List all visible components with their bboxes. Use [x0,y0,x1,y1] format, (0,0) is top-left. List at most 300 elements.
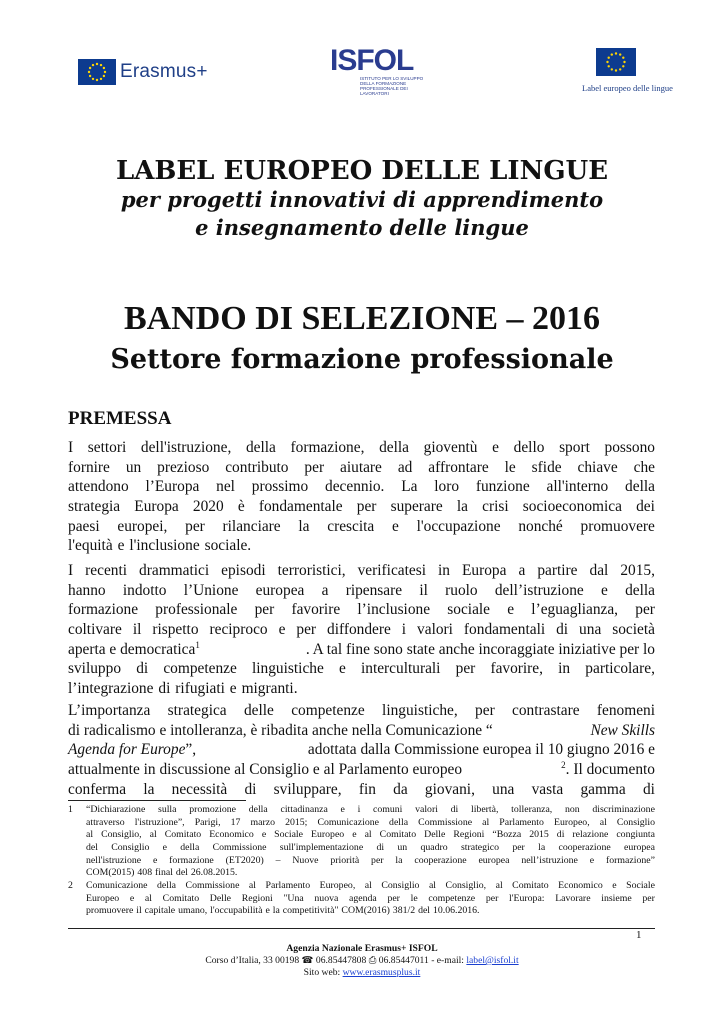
word: "Una [283,892,304,904]
paragraph-line-text: Agenda for Europe”, [68,741,197,759]
word: Consiglio [616,816,655,828]
word: il [419,581,428,599]
paragraph-line [68,536,655,556]
word: di [450,804,459,815]
word: la [298,517,310,535]
word: della [180,842,200,854]
word: recenti [85,562,128,579]
word: di [158,680,171,698]
word: e [117,537,125,555]
word: al [364,829,372,841]
word: I [68,562,74,579]
word: non [564,804,580,815]
word: di [642,780,655,798]
word: un [397,842,408,854]
word: nel [216,478,235,496]
word: la [143,780,155,798]
word: la [395,854,403,866]
word: la [538,842,546,854]
document-subtitle-line2: e insegnamento delle lingue [195,215,529,240]
word: umano, [178,905,208,917]
word: strategico [460,842,500,854]
word: coltivare [68,621,122,639]
word: Regioni [241,892,273,904]
footnote-number: 1 [68,804,73,815]
word: europea [478,854,510,866]
word: competenze [163,660,237,678]
word: Nuove [292,854,319,866]
word: sociale. [204,537,252,555]
word: dell’istruzione [494,581,584,599]
word: indotto [122,581,167,599]
word: comuni [373,804,403,815]
word: Commissione [185,880,240,891]
word: marzo [250,816,275,828]
word: promozione [189,804,237,815]
word: Consiglio, [101,829,142,841]
word: l'occupazione [416,517,501,535]
word: decennio. [325,478,385,496]
paragraph-1 [68,438,655,556]
word: al [364,880,372,891]
isfol-logo [330,44,430,96]
word: al [495,880,503,891]
word: professionale [155,601,238,619]
word: cooperazione [558,842,611,854]
word: e [492,439,499,456]
bando-title: BANDO DI SELEZIONE – 2016 [123,300,601,337]
word: partire [537,562,578,579]
word: conferma [68,780,127,798]
word: e [261,829,267,841]
word: per [185,517,205,535]
word: del [418,905,431,917]
word: della [379,439,409,456]
word: per [455,660,476,678]
word: strategia [68,498,121,516]
email-link[interactable]: label@isfol.it [466,955,519,966]
word: capitale [144,905,176,917]
eu-flag-icon [78,59,116,85]
word: interculturali [360,660,441,678]
word: loro [434,478,460,496]
word: in [558,660,571,678]
word: Lavorare [555,892,591,904]
footnote-line [86,855,655,868]
word: per [304,458,325,476]
word: per [296,621,317,639]
word: Economico [209,829,254,841]
word: è [237,498,245,516]
word: favorire, [490,660,543,678]
word: per [254,601,275,619]
word: Consiglio [111,842,150,854]
word: e [278,621,286,639]
page-number: 1 [636,929,642,941]
word: e [589,854,595,866]
word: per [475,702,495,719]
word: competenze [428,892,476,904]
word: il [136,905,142,917]
word: 17 [230,816,241,828]
word: rispetto [152,621,199,639]
word: l'Europa: [509,892,545,904]
footnote-line [86,829,655,842]
word: quadro [420,842,448,854]
word: del [175,867,188,879]
word: formazione” [605,854,655,866]
word: europei, [117,517,168,535]
paragraph-line [68,581,655,601]
footer-web-label: Sito web: [303,967,341,978]
word: Comitato [512,880,549,891]
word: per [485,892,499,904]
word: reciproco [209,621,268,639]
word: che [633,458,655,476]
word: strategica [167,702,227,719]
word: insieme [601,892,632,904]
footer-address: Corso d’Italia, 33 00198 [205,955,300,966]
word: Sociale [626,880,655,891]
word: di [136,660,149,678]
isfol-subtitle: ISTITUTO PER LO SVILUPPO DELLA FORMAZIONE PROFESSIONALE DEI LAVORATORI [360,76,424,96]
word: della [389,816,409,828]
word: competenze [291,702,365,719]
word: Comitato [164,829,202,841]
paragraph-line [68,600,655,620]
italic-title: New Skills [590,721,655,739]
word: della [625,581,655,599]
paragraph-line-text: aperta e democratica$^1$ [68,639,200,658]
word: l'equità [68,537,113,555]
word: 2015 [529,829,549,841]
footer-web [0,967,724,979]
eu-stars-icon [596,48,636,76]
word: Europa [462,562,507,579]
word: una [579,621,602,639]
word: per [371,854,384,866]
word: una [492,780,515,798]
word: terroristici, [277,562,346,579]
word: formazione [68,601,139,619]
footer-phone: 06.85447808 [315,955,367,966]
word: al [482,816,490,828]
paragraph-line [68,760,655,780]
footnote-line [86,905,655,918]
word: l’integrazione [68,680,154,698]
word: le [410,892,418,904]
word: sviluppare, [273,780,342,798]
paragraph-line [68,640,655,660]
footnote-line [86,804,655,817]
word: al [248,880,256,891]
word: fondamentale [258,498,343,516]
word: del [86,842,98,854]
paragraph-line [68,458,655,478]
footnote-body [86,804,655,880]
word: al [149,829,157,841]
paragraph-line [68,477,655,497]
word: per [642,892,655,904]
word: al [86,829,94,841]
document-title: LABEL EUROPEO DELLE LINGUE [115,156,609,186]
word: promuovere [86,905,134,917]
word: Delle [424,829,446,841]
fax-icon: ⎙ [368,955,377,966]
word: Consiglio [381,880,420,891]
paragraph-line-text: attualmente in discussione al Consiglio e al Parlamento europeo [68,761,463,779]
word: nuova [314,892,339,904]
word: l’Unione [183,581,239,599]
paragraph-line [68,740,655,760]
paragraph-line [68,701,655,721]
word: “Dichiarazione [86,804,146,815]
word: 2015; [285,816,308,828]
word: e [129,892,135,904]
word: da [393,780,408,798]
word: Europeo [86,892,120,904]
word: agenda [349,892,377,904]
word: per [635,601,655,619]
word: prossimo [251,478,309,496]
word: in [438,562,450,579]
word: della [625,478,655,496]
word: l’inclusione [357,601,431,619]
italic-title: Agenda for Europe [68,741,186,759]
paragraph-line [68,561,655,581]
word: rifugiati [175,680,225,698]
word: vasta [531,780,564,798]
paragraph-line-text: di radicalismo e intolleranza, è ribadita anche nella Comunicazione “ [68,721,493,739]
word: della [248,804,268,815]
paragraph-line-text: $^2$. Il documento [561,759,655,779]
word: della [245,439,276,456]
settore-title: Settore formazione professionale [110,344,614,375]
word: e [392,517,399,535]
paragraph-line [68,780,655,800]
word: possono [604,439,655,456]
word: e [229,680,237,698]
paragraph-line [68,438,655,458]
footer-fax: 06.85447011 [378,955,429,966]
word: valori [415,804,438,815]
word: gioventù [423,439,478,456]
word: e [612,880,617,891]
word: l'inclusione [129,537,200,555]
paragraph-line [68,497,655,517]
word: a [518,562,526,579]
word: l’Europa [145,478,200,496]
word: i [357,804,361,815]
word: e [152,854,158,866]
paragraph-line [68,679,655,699]
word: ad [397,458,413,476]
word: contrastare [512,702,580,719]
word: al [144,892,152,904]
word: Economico [558,880,603,891]
word: priorità [330,854,360,866]
word: formazione, [290,439,365,456]
paragraph-line [68,721,655,741]
word: al [428,880,437,891]
word: Parlamento [265,880,311,891]
word: attendono [68,478,129,496]
word: prezioso [157,458,210,476]
word: l'occupabilità [210,905,263,917]
footnote-line [86,817,655,830]
word: all'interno [546,478,609,496]
word: l’eguaglianza, [531,601,619,619]
word: – [275,854,281,866]
word: a [321,581,329,599]
word: e [338,660,346,678]
word: formazione [169,854,214,866]
word: 2015, [620,562,655,579]
word: hanno [68,581,106,599]
word: Comitato [379,829,417,841]
word: affrontare [428,458,489,476]
word: la [272,905,280,917]
word: per [512,842,525,854]
erasmus-plus-wordmark: Erasmus+ [120,61,208,82]
word: ripensare [345,581,403,599]
word: attraverso [86,816,125,828]
word: i [401,621,407,639]
word: sviluppo [68,660,122,678]
footnote-line [86,867,655,880]
footnote-number: 2 [68,880,73,891]
word: fenomeni [596,702,655,719]
word: per [356,498,377,516]
word: promuovere [580,517,655,535]
word: Europa [134,498,179,516]
word: 26.08.2015. [190,867,238,879]
word: Europeo [311,829,345,841]
word: le [504,458,516,476]
paragraph-line [68,620,655,640]
word: l'istruzione”, [134,816,185,828]
footnote-line [86,893,655,906]
website-link[interactable]: www.erasmusplus.it [342,967,421,978]
word: Comitato [162,892,200,904]
paragraph-line [68,517,655,537]
word: per [387,892,400,904]
word: rilanciare [222,517,281,535]
word: linguistiche [251,660,324,678]
word: L’importanza [68,702,151,719]
paragraph-line-text: adottata dalla Commissione europea il 10 giugno 2016 e [307,741,655,759]
word: settori [87,439,127,456]
word: della [156,880,177,891]
word: e [601,581,608,599]
word: Parlamento [499,816,544,828]
footnote-ref: 1 [195,639,200,650]
word: episodi [221,562,266,579]
eu-stars-icon [78,59,116,85]
word: congiunta [616,829,655,841]
word: dei [636,498,655,516]
word: Europeo, [319,880,356,891]
word: giovani, [424,780,475,798]
word: favorire [291,601,341,619]
word: discriminazione [592,804,655,815]
word: e [265,905,270,917]
word: sport [559,439,590,456]
word: diffondere [327,621,391,639]
word: verificatesi [357,562,426,579]
word: Sociale [274,829,304,841]
paragraph-3 [68,701,655,799]
word: la [456,498,468,516]
word: funzione [475,478,530,496]
word: La [401,478,418,496]
word: e [340,804,345,815]
word: Consiglio, [445,880,487,891]
word: fin [358,780,376,798]
word: dello [513,439,545,456]
word: COM(2015) [86,867,135,879]
footnote-line [86,842,655,855]
word: relazione [572,829,609,841]
paragraph-line-text: . A tal fine sono state anche incoraggiate iniziative per lo [305,640,655,658]
word: Commissione [212,842,267,854]
word: al [599,816,607,828]
word: fondamentali [463,621,546,639]
word: nell'istruzione [86,854,142,866]
word: valori [417,621,453,639]
word: cooperazione [414,854,467,866]
footer-email-label: - e-mail: [431,955,464,966]
word: 408 [137,867,153,879]
word: Comunicazione [317,816,379,828]
word: socioeconomica [522,498,622,516]
word: necessità [171,780,228,798]
word: e [162,842,167,854]
word: Parigi, [194,816,221,828]
footnote-separator [68,800,246,801]
word: di [376,842,385,854]
word: “Bozza [492,829,522,841]
footer-separator [68,928,655,929]
word: Commissione [418,816,473,828]
word: nonché [518,517,563,535]
word: sulla [158,804,177,815]
word: 381/2 [392,905,416,917]
label-europeo-caption: Label europeo delle lingue [582,83,673,93]
word: migranti. [241,680,298,698]
footnote-body [86,880,655,918]
word: un [125,458,142,476]
word: Delle [209,892,232,904]
word: I [68,439,74,456]
word: contributo [225,458,289,476]
word: cittadinanza [280,804,328,815]
word: di [556,829,565,841]
erasmus-plus-logo [78,58,208,86]
word: di [556,621,569,639]
word: dal [589,562,609,579]
phone-icon: ☎ [301,955,314,966]
word: linguistiche, [382,702,458,719]
word: nell’istruzione [521,854,578,866]
word: e [352,829,357,841]
label-europeo-logo [582,48,673,98]
word: chiave [577,458,618,476]
word: delle [243,702,274,719]
word: di [244,780,257,798]
paragraph-line [68,659,655,679]
word: europea [255,581,305,599]
